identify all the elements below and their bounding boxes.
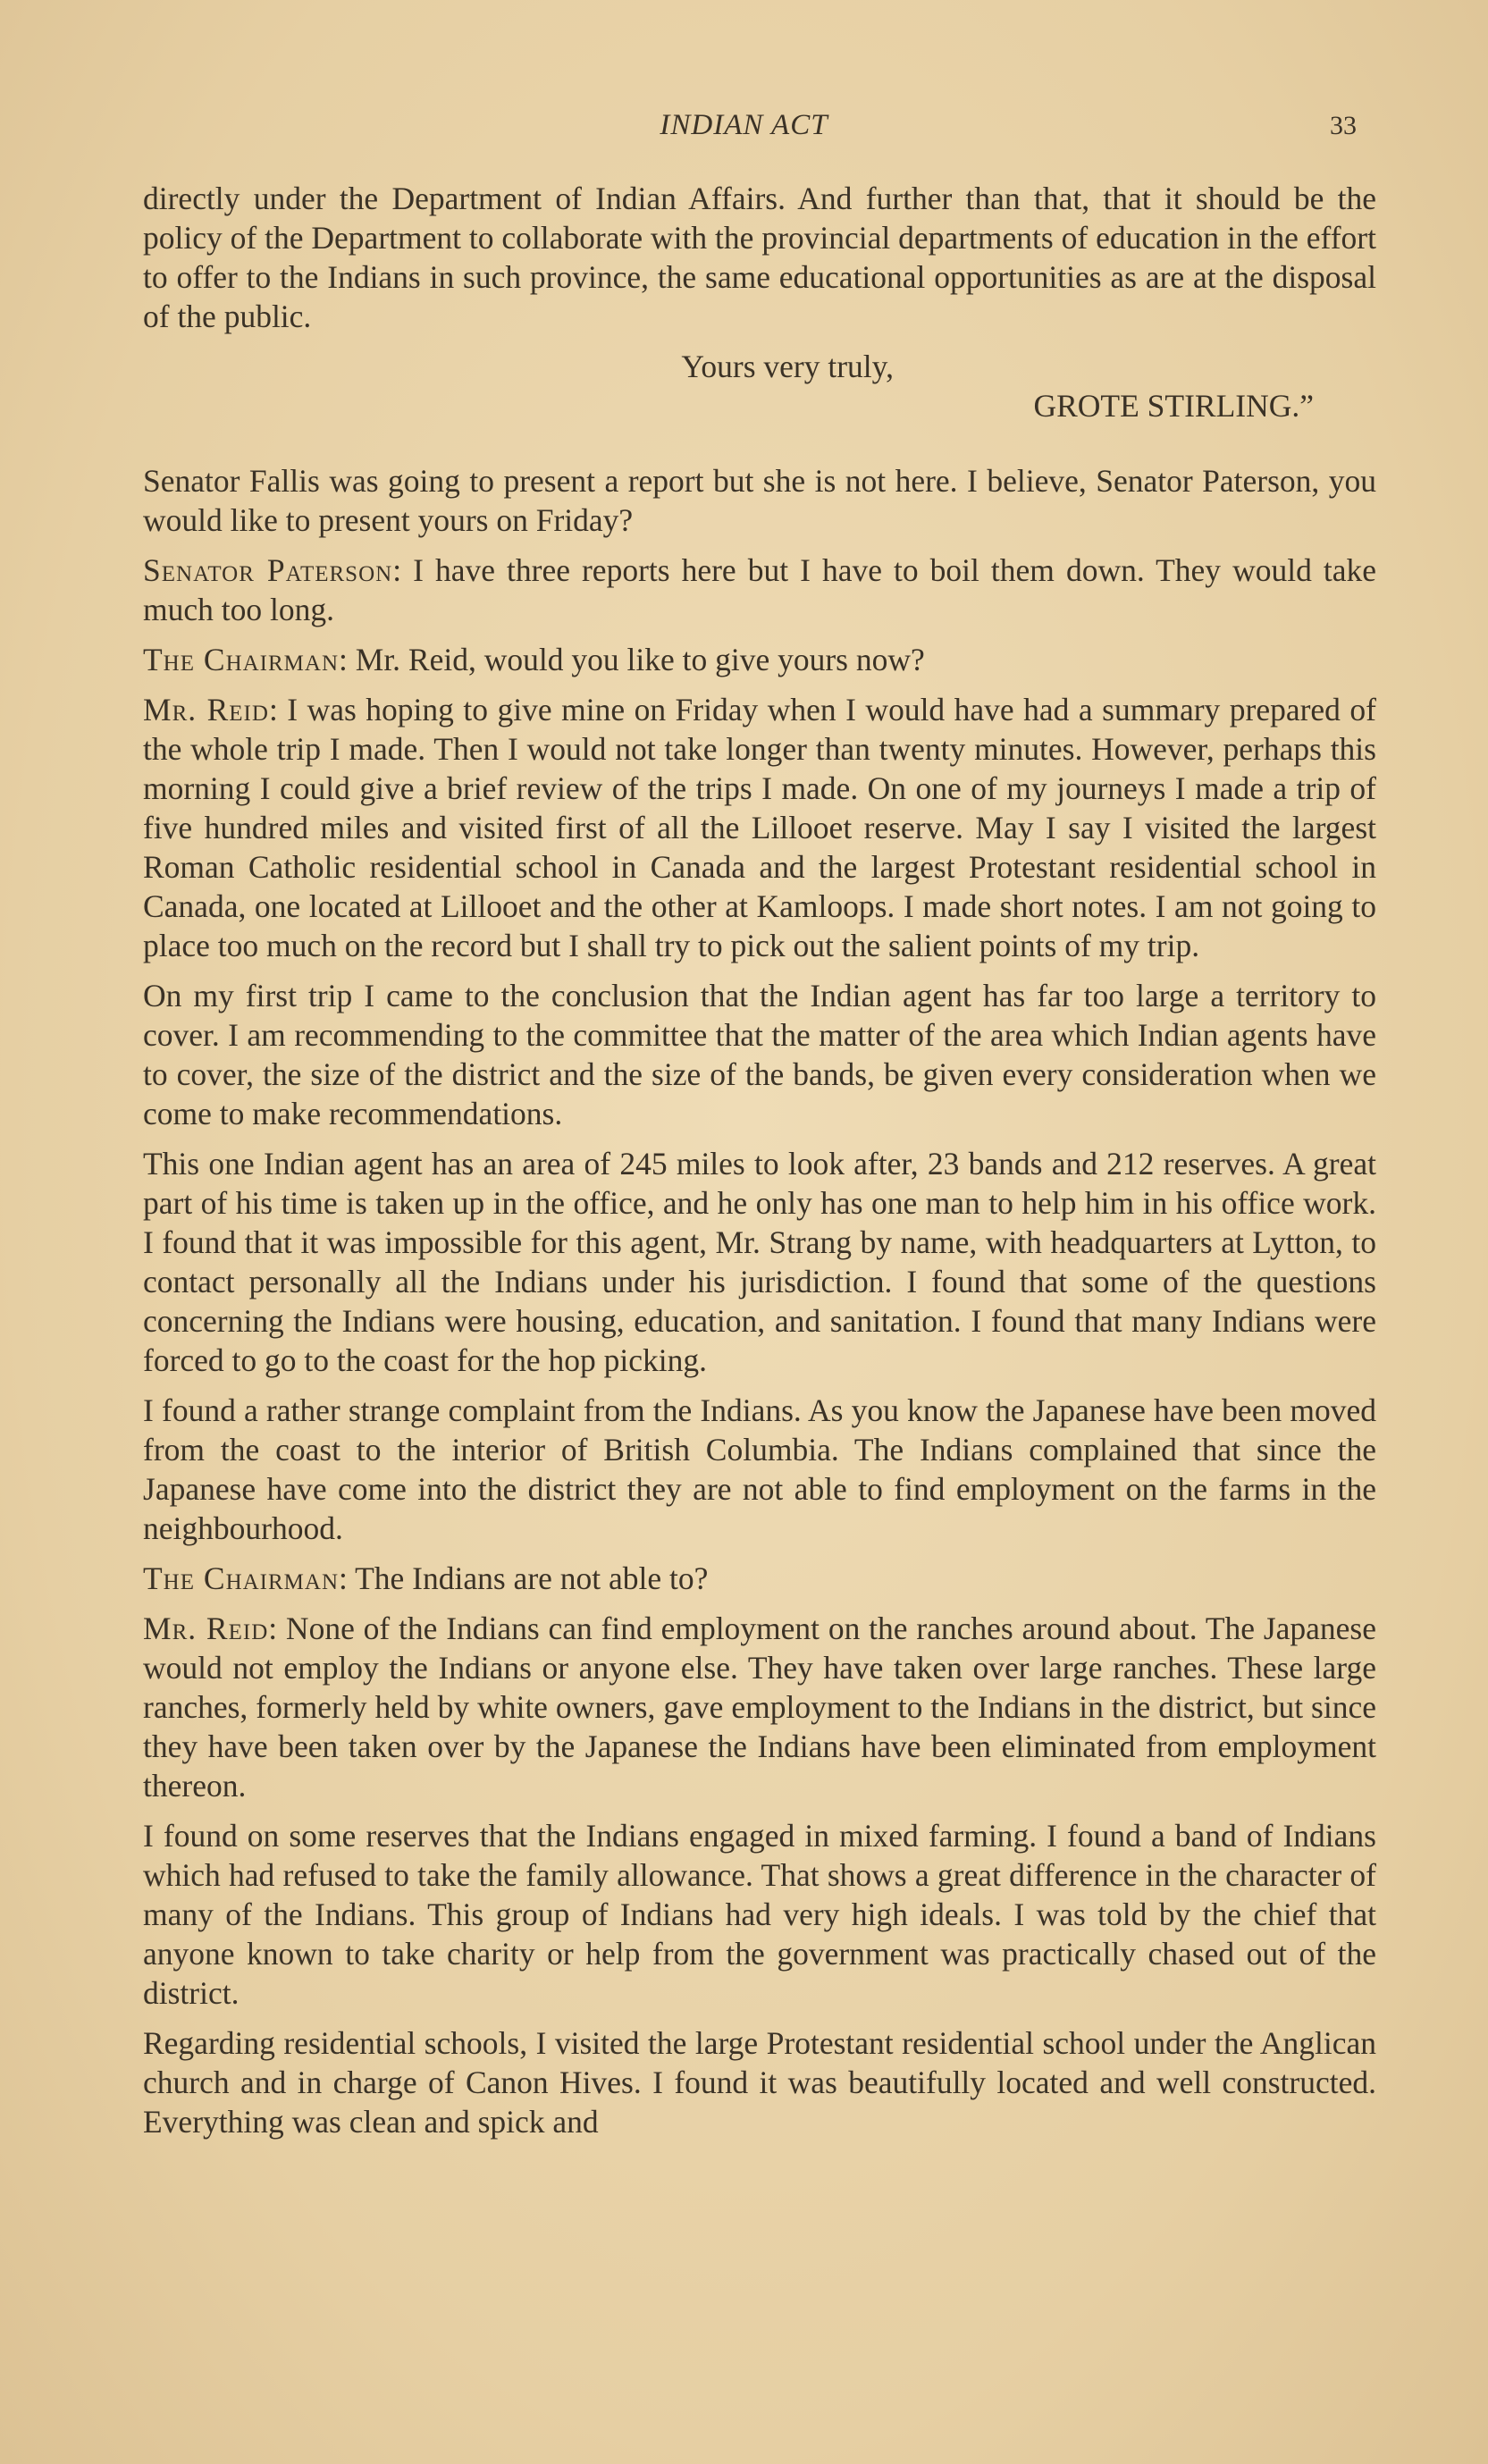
running-header <box>0 109 1488 154</box>
letter-signature: GROTE STIRLING.” <box>1033 388 1314 424</box>
transcript-paragraph <box>143 1816 1376 2013</box>
speaker-name: Mr. Reid <box>143 692 269 727</box>
transcript-paragraph <box>143 1559 1376 1598</box>
paragraph-text: This one Indian agent has an area of 245 miles to look after, 23 bands and 212 reserves. A great part of his time is taken up in the office, and he only has one man to help him in his office work. I found that it was impossible for this agent, Mr. Strang by name, with headquarters at Lytton, to contact personally all the Indians under his jurisdiction. I found that some of the questions concerning the Indians were housing, education, and sanitation. I found that many Indians were forced to go to the coast for the hop picking. <box>143 1146 1376 1378</box>
paragraph-text: Senator Fallis was going to present a report but she is not here. I believe, Senator Paterson, you would like to present yours on Friday? <box>143 463 1376 538</box>
paragraph-text: : The Indians are not able to? <box>339 1560 709 1596</box>
transcript-paragraph <box>143 1609 1376 1805</box>
paragraph-text: On my first trip I came to the conclusion that the Indian agent has far too large a territory to cover. I am recommending to the committee that the matter of the area which Indian agents have to cover, the size of the district and the size of the bands, be given every consideration when we come to make recommendations. <box>143 978 1376 1131</box>
letter-closing-paragraph: directly under the Department of Indian Affairs. And further than that, that it should be the policy of the Department to collaborate with the provincial departments of education in the effort to offer to the Indians in such province, the same educational opportunities as are at the disposal of the public. <box>143 181 1376 334</box>
page-number: 33 <box>1330 111 1357 140</box>
speaker-name: The Chairman <box>143 642 340 677</box>
running-title: INDIAN ACT <box>660 109 828 141</box>
transcript-paragraphs <box>143 461 1376 2141</box>
transcript-paragraph <box>143 1391 1376 1548</box>
paragraph-text: Regarding residential schools, I visited the large Protestant residential school under the Anglican church and in charge of Canon Hives. I found it was beautifully located and well constructed. Everything was clean and spick and <box>143 2025 1376 2140</box>
speaker-name: Mr. Reid <box>143 1610 269 1646</box>
transcript-paragraph <box>143 690 1376 965</box>
body-text <box>143 179 1376 2152</box>
transcript-paragraph <box>143 2023 1376 2141</box>
paragraph-text: : I was hoping to give mine on Friday when I would have had a summary prepared of the whole trip I made. Then I would not take longer than twenty minutes. However, perhaps this morning I could give a brief review of the trips I made. On one of my journeys I made a trip of five hundred miles and visited first of all the Lillooet reserve. May I say I visited the largest Roman Catholic residential school in Canada and the largest Protestant residential school in Canada, one located at Lillooet and the other at Kamloops. I made short notes. I am not going to place too much on the record but I shall try to pick out the salient points of my trip. <box>143 692 1376 963</box>
transcript-paragraph <box>143 461 1376 540</box>
letter-salutation: Yours very truly, <box>681 349 894 384</box>
paragraph-text: I found a rather strange complaint from the Indians. As you know the Japanese have been moved from the coast to the interior of British Columbia. The Indians complained that since the Japanese have come into the district they are not able to find employment on the farms in the neighbourhood. <box>143 1392 1376 1546</box>
speaker-name: The Chairman <box>143 1560 340 1596</box>
speaker-name: Senator Paterson <box>143 552 393 588</box>
transcript-paragraph <box>143 640 1376 679</box>
transcript-paragraph <box>143 1144 1376 1380</box>
paragraph-text: : I have three reports here but I have to boil them down. They would take much too long. <box>143 552 1376 627</box>
paragraph-text: : Mr. Reid, would you like to give yours now? <box>339 642 925 677</box>
paragraph-text: : None of the Indians can find employment on the ranches around about. The Japanese would not employ the Indians or anyone else. They have taken over large ranches. These large ranches, formerly held by white owners, gave employment to the Indians in the district, but since they have been taken over by the Japanese the Indians have been eliminated from employment thereon. <box>143 1610 1376 1804</box>
paragraph-text: I found on some reserves that the Indians engaged in mixed farming. I found a band of Indians which had refused to take the family allowance. That shows a great difference in the character of many of the Indians. This group of Indians had very high ideals. I was told by the chief that anyone known to take charity or help from the government was practically chased out of the district. <box>143 1818 1376 2011</box>
transcript-paragraph <box>143 976 1376 1133</box>
transcript-paragraph <box>143 551 1376 629</box>
